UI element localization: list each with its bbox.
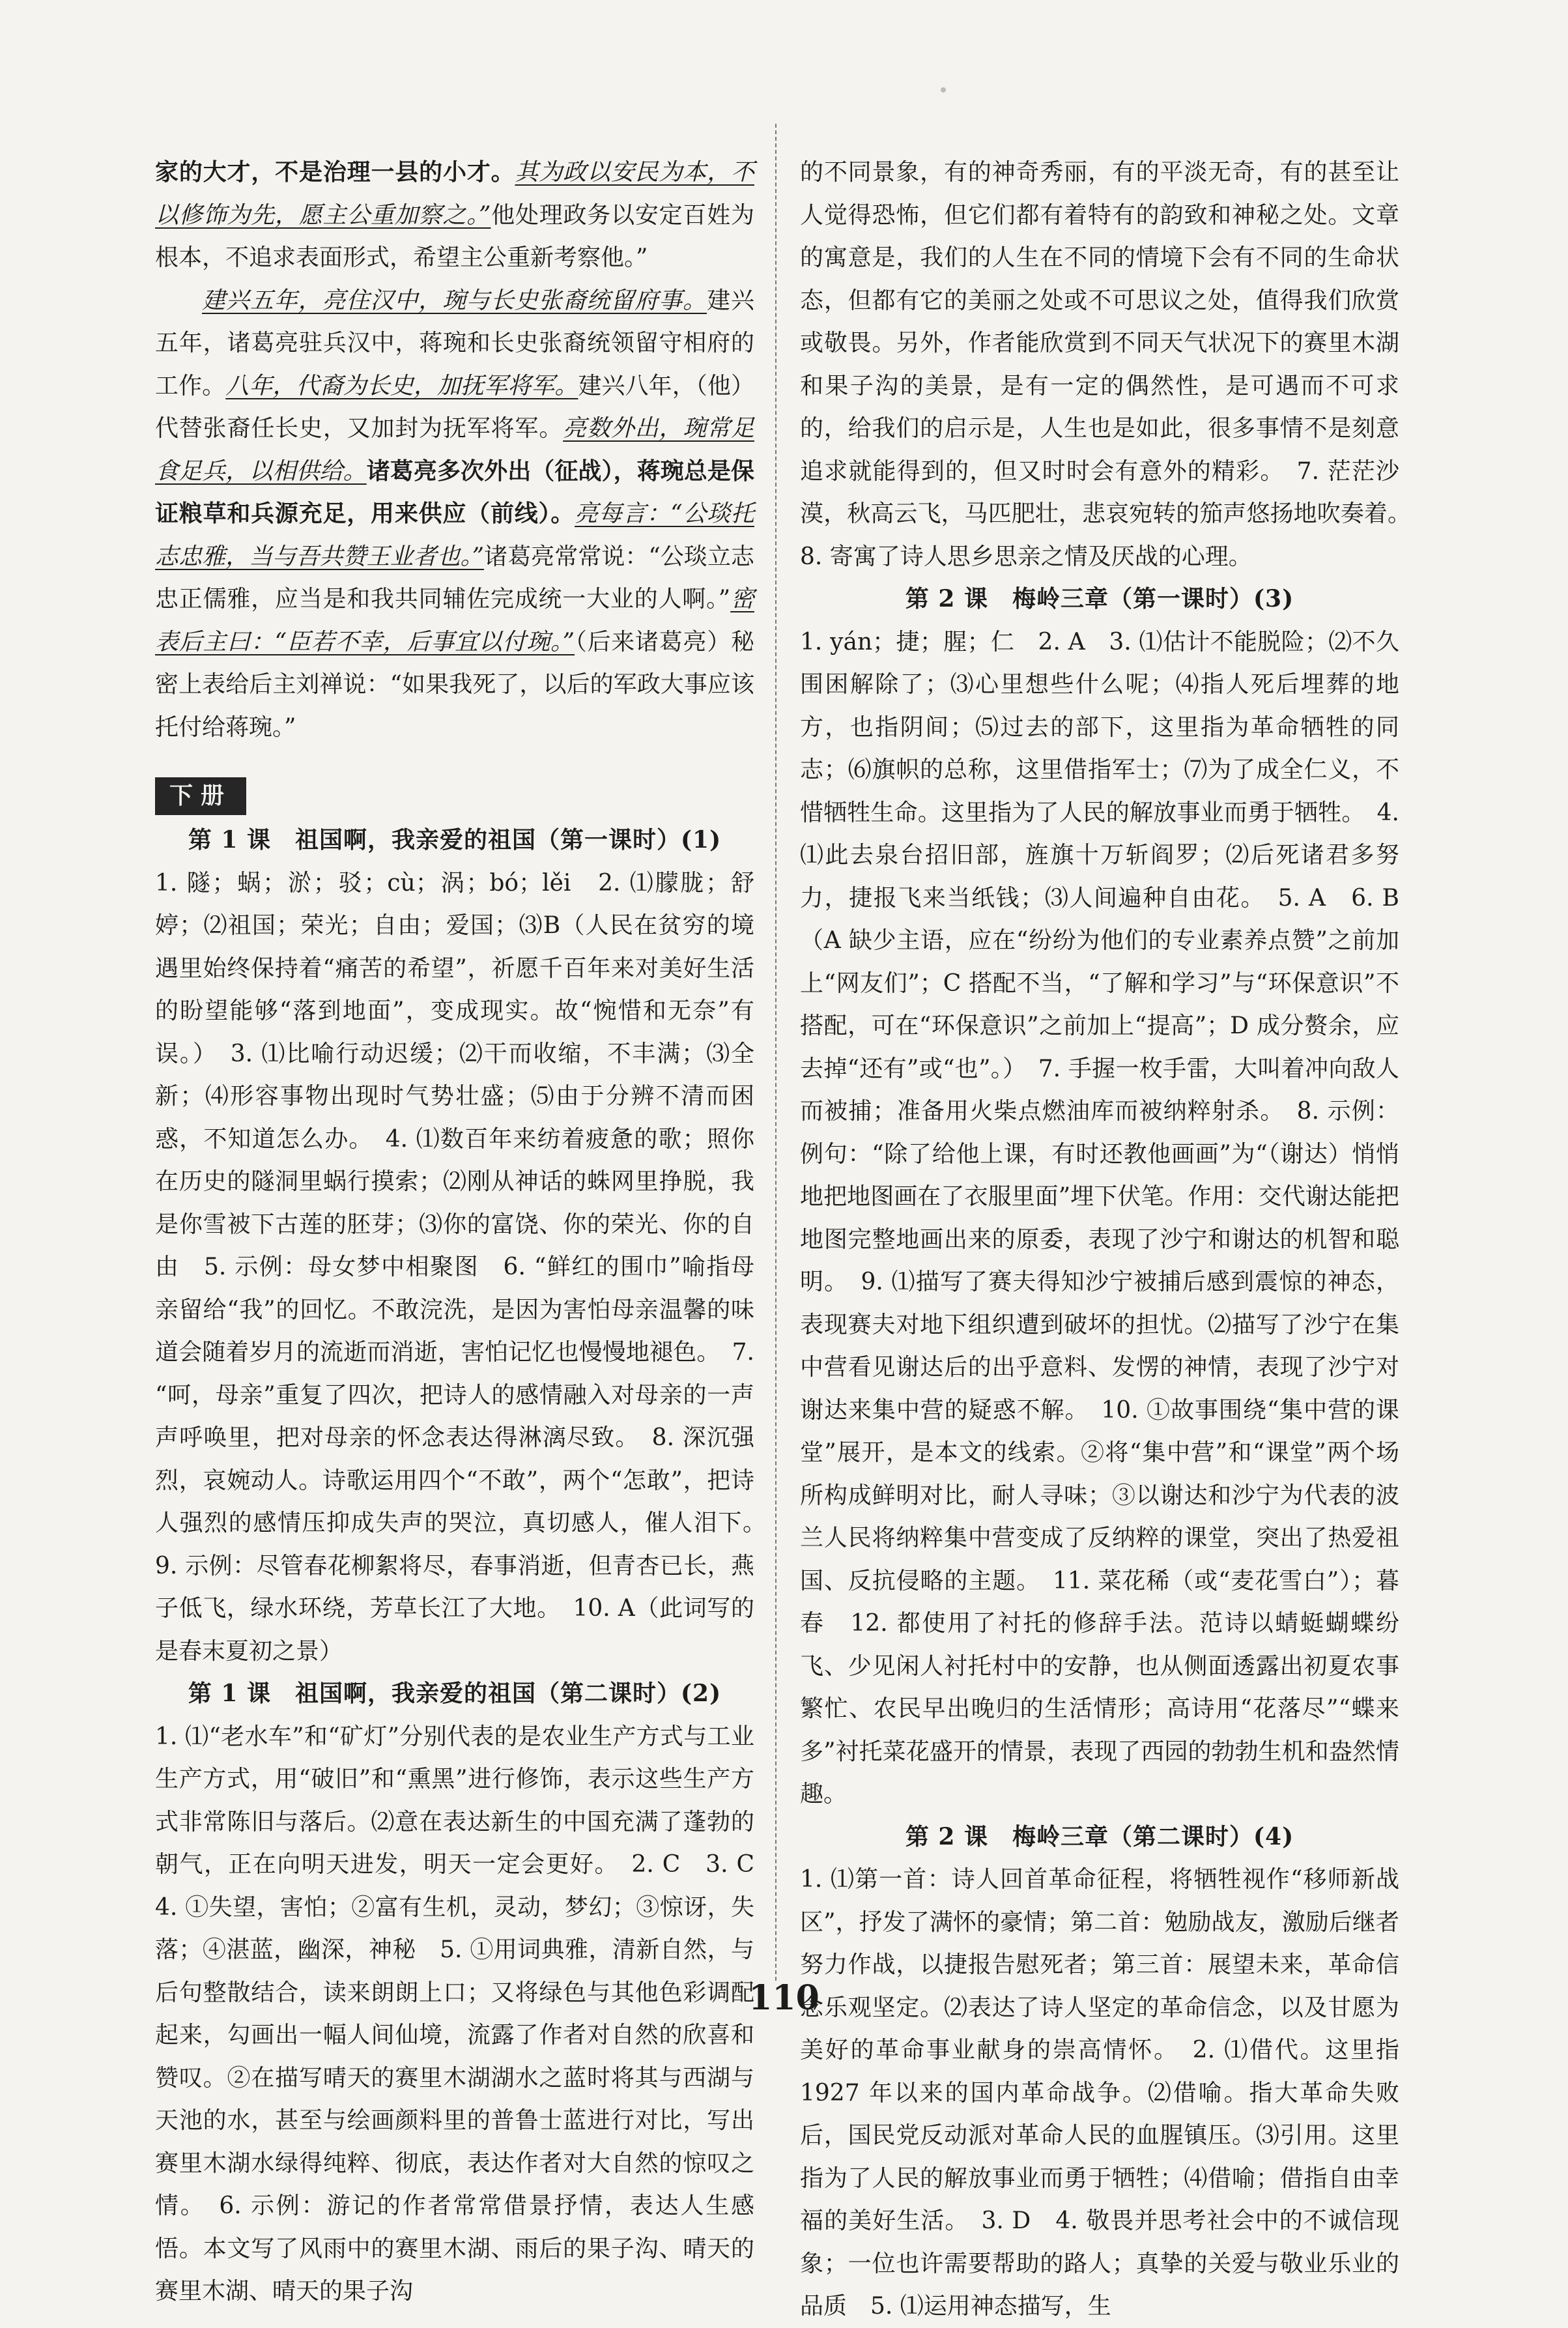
quote-1: 建兴五年，亮住汉中，琬与长史张裔统留府事。 [202,287,707,314]
translation-5: （后来诸葛亮）秘密上表给后主刘禅说：“如果我死了，以后的军政大事应该托付给蒋琬。” [155,628,754,741]
column-divider [775,124,777,1981]
right-column [800,151,1423,2320]
intro-quote: 其为政以安民为本，不以修饰为先，愿主公重加察之。” [155,159,754,229]
section-label: 下册 [155,777,246,815]
translation-2: 建兴八年，（他）代替张裔任长史，又加封为抚军将军。 [155,372,754,442]
quote-4: 亮每言：“公琰托志忠雅，当与吾共赞王业者也。” [155,500,754,570]
lesson-answers: 1. 隧；蜗；淤；驳；cù；涡；bó；lěi 2. ⑴朦胧；舒婷；⑵祖国；荣光；自由；爱国；⑶B（人民在贫穷的境遇里始终保持着“痛苦的希望”，祈愿千百年来对美好生活的盼望能够“落到地面”，变成现实。故“惋惜和无奈”有误。） 3. ⑴比喻行动迟缓；⑵干而收缩，不丰满；⑶全新；⑷形容事物出现时气势壮盛；⑸由于分辨不清而困惑，不知道怎么办。 4. ⑴数百年来纺着疲惫的歌；照你在历史的隧洞里蜗行摸索；⑵刚从神话的蛛网里挣脱，我是你雪被下古莲的胚芽；⑶你的富饶、你的荣光、你的自由 5. 示例：母女梦中相聚图 6. “鲜红的围巾”喻指母亲留给“我”的回忆。不敢浣洗，是因为害怕母亲温馨的味道会随着岁月的流逝而消逝，害怕记忆也慢慢地褪色。 7. “呵，母亲”重复了四次，把诗人的感情融入对母亲的一声声呼唤里，把对母亲的怀念表达得淋漓尽致。 8. 深沉强烈，哀婉动人。诗歌运用四个“不敢”，两个“怎敢”，把诗人强烈的感情压抑成失声的哭泣，真切感人，催人泪下。 9. 示例：尽管春花柳絮将尽，春事消逝，但青杏已长，燕子低飞，绿水环绕，芳草长江了大地。 10. A（此词写的是春末夏初之景） [155,869,778,1665]
intro-bold-text: 家的大才，不是治理一县的小才。 [155,158,515,186]
translation-3: 诸葛亮多次外出（征战），蒋琬总是保证粮草和兵源充足，用来供应（前线）。 [155,457,754,527]
intro-translation: 他处理政务以安定百姓为根本，不追求表面形式，希望主公重新考察他。” [155,201,754,271]
intro-paragraph [155,151,754,280]
translation-4: 诸葛亮常常说：“公琰立志忠正儒雅，应当是和我共同辅佐完成统一大业的人啊。” [155,543,754,612]
scan-speck [941,87,946,93]
lesson-title: 第 2 课 梅岭三章（第一课时）(3) [905,585,1294,612]
lesson-answers: 1. yán；捷；腥；仁 2. A 3. ⑴估计不能脱险；⑵不久围困解除了；⑶心里想些什么呢；⑷指人死后埋葬的地方，也指阴间；⑸过去的部下，这里指为革命牺牲的同志；⑹旗帜的总称，这里借指军士；⑺为了成全仁义，不惜牺牲生命。这里指为了人民的解放事业而勇于牺牲。 4. ⑴此去泉台招旧部，旌旗十万斩阎罗；⑵后死诸君多努力，捷报飞来当纸钱；⑶人间遍种自由花。 5. A 6. B（A 缺少主语，应在“纷纷为他们的专业素养点赞”之前加上“网友们”；C 搭配不当，“了解和学习”与“环保意识”不搭配，可在“环保意识”之前加上“提高”；D 成分赘余，应去掉“还有”或“也”。） 7. 手握一枚手雷，大叫着冲向敌人而被捕；准备用火柴点燃油库而被纳粹射杀。 8. 示例：例句：“除了给他上课，有时还教他画画”为“（谢达）悄悄地把地图画在了衣服里面”埋下伏笔。作用：交代谢达能把地图完整地画出来的原委，表现了沙宁和谢达的机智和聪明。 9. ⑴描写了赛夫得知沙宁被捕后感到震惊的神态，表现赛夫对地下组织遭到破坏的担忧。⑵描写了沙宁在集中营看见谢达后的出乎意料、发愣的神情，表现了沙宁对谢达来集中营的疑惑不解。 10. ①故事围绕“集中营的课堂”展开，是本文的线索。②将“集中营”和“课堂”两个场所构成鲜明对比，耐人寻味；③以谢达和沙宁为代表的波兰人民将纳粹集中营变成了反纳粹的课堂，突出了热爱祖国、反抗侵略的主题。 11. 菜花稀（或“麦花雪白”）；暮春 12. 都使用了衬托的修辞手法。范诗以蜻蜓蝴蝶纷飞、少见闲人衬托村中的安静，也从侧面透露出初夏农事繁忙、农民早出晚归的生活情形；高诗用“花落尽”“蝶来多”衬托菜花盛开的情景，表现了西园的勃勃生机和盎然情趣。 [800,628,1399,1807]
lesson-answers: 1. ⑴第一首：诗人回首革命征程，将牺牲视作“移师新战区”，抒发了满怀的豪情；第二首：勉励战友，激励后继者努力作战，以捷报告慰死者；第三首：展望未来，革命信念乐观坚定。⑵表达了诗人坚定的革命信念，以及甘愿为美好的革命事业献身的崇高情怀。 2. ⑴借代。这里指 1927 年以来的国内革命战争。⑵借喻。指大革命失败后，国民党反动派对革命人民的血腥镇压。⑶引用。这里指为了人民的解放事业而勇于牺牲；⑷借喻；借指自由幸福的美好生活。 3. D 4. 敬畏并思考社会中的不诚信现象；一位也许需要帮助的路人；真挚的关爱与敬业乐业的品质 5. ⑴运用神态描写，生 [800,1866,1399,2320]
jianxing-paragraph [155,280,754,749]
lesson-title: 第 1 课 祖国啊，我亲爱的祖国（第二课时）(2) [188,1680,722,1707]
quote-3: 亮数外出，琬常足食足兵，以相供给。 [155,415,754,485]
quote-5: 密表后主曰：“臣若不幸，后事宜以付琬。” [155,586,754,655]
left-column [155,151,778,2305]
lesson-title: 第 2 课 梅岭三章（第二课时）(4) [905,1822,1294,1850]
lesson-title: 第 1 课 祖国啊，我亲爱的祖国（第一课时）(1) [188,826,722,854]
page-number: 110 [748,1978,820,2018]
lesson-answers: 1. ⑴“老水车”和“矿灯”分别代表的是农业生产方式与工业生产方式，用“破旧”和“熏黑”进行修饰，表示这些生产方式非常陈旧与落后。⑵意在表达新生的中国充满了蓬勃的朝气，正在向明天进发，明天一定会更好。 2. C 3. C 4. ①失望，害怕；②富有生机，灵动，梦幻；③惊讶，失落；④湛蓝，幽深，神秘 5. ①用词典雅，清新自然，与后句整散结合，读来朗朗上口；又将绿色与其他色彩调配起来，勾画出一幅人间仙境，流露了作者对自然的欣喜和赞叹。②在描写晴天的赛里木湖湖水之蓝时将其与西湖与天池的水，甚至与绘画颜料里的普鲁士蓝进行对比，写出赛里木湖水绿得纯粹、彻底，表达作者对大自然的惊叹之情。 6. 示例：游记的作者常常借景抒情，表达人生感悟。本文写了风雨中的赛里木湖、雨后的果子沟、晴天的赛里木湖、晴天的果子沟 [155,1723,778,2305]
translation-1: 建兴五年，诸葛亮驻兵汉中，蒋琬和长史张裔统领留守相府的工作。 [155,287,754,399]
quote-2: 八年，代裔为长史，加抚军将军。 [225,372,578,399]
continued-answers: 的不同景象，有的神奇秀丽，有的平淡无奇，有的甚至让人觉得恐怖，但它们都有着特有的韵致和神秘之处。文章的寓意是，我们的人生在不同的情境下会有不同的生命状态，但都有它的美丽之处或不可思议之处，值得我们欣赏或敬畏。另外，作者能欣赏到不同天气状况下的赛里木湖和果子沟的美景，是有一定的偶然性，是可遇而不可求的，给我们的启示是，人生也是如此，很多事情不是刻意追求就能得到的，但又时时会有意外的精彩。 7. 茫茫沙漠，秋高云飞，马匹肥壮，悲哀宛转的笳声悠扬地吹奏着。 8. 寄寓了诗人思乡思亲之情及厌战的心理。 [800,159,1423,570]
